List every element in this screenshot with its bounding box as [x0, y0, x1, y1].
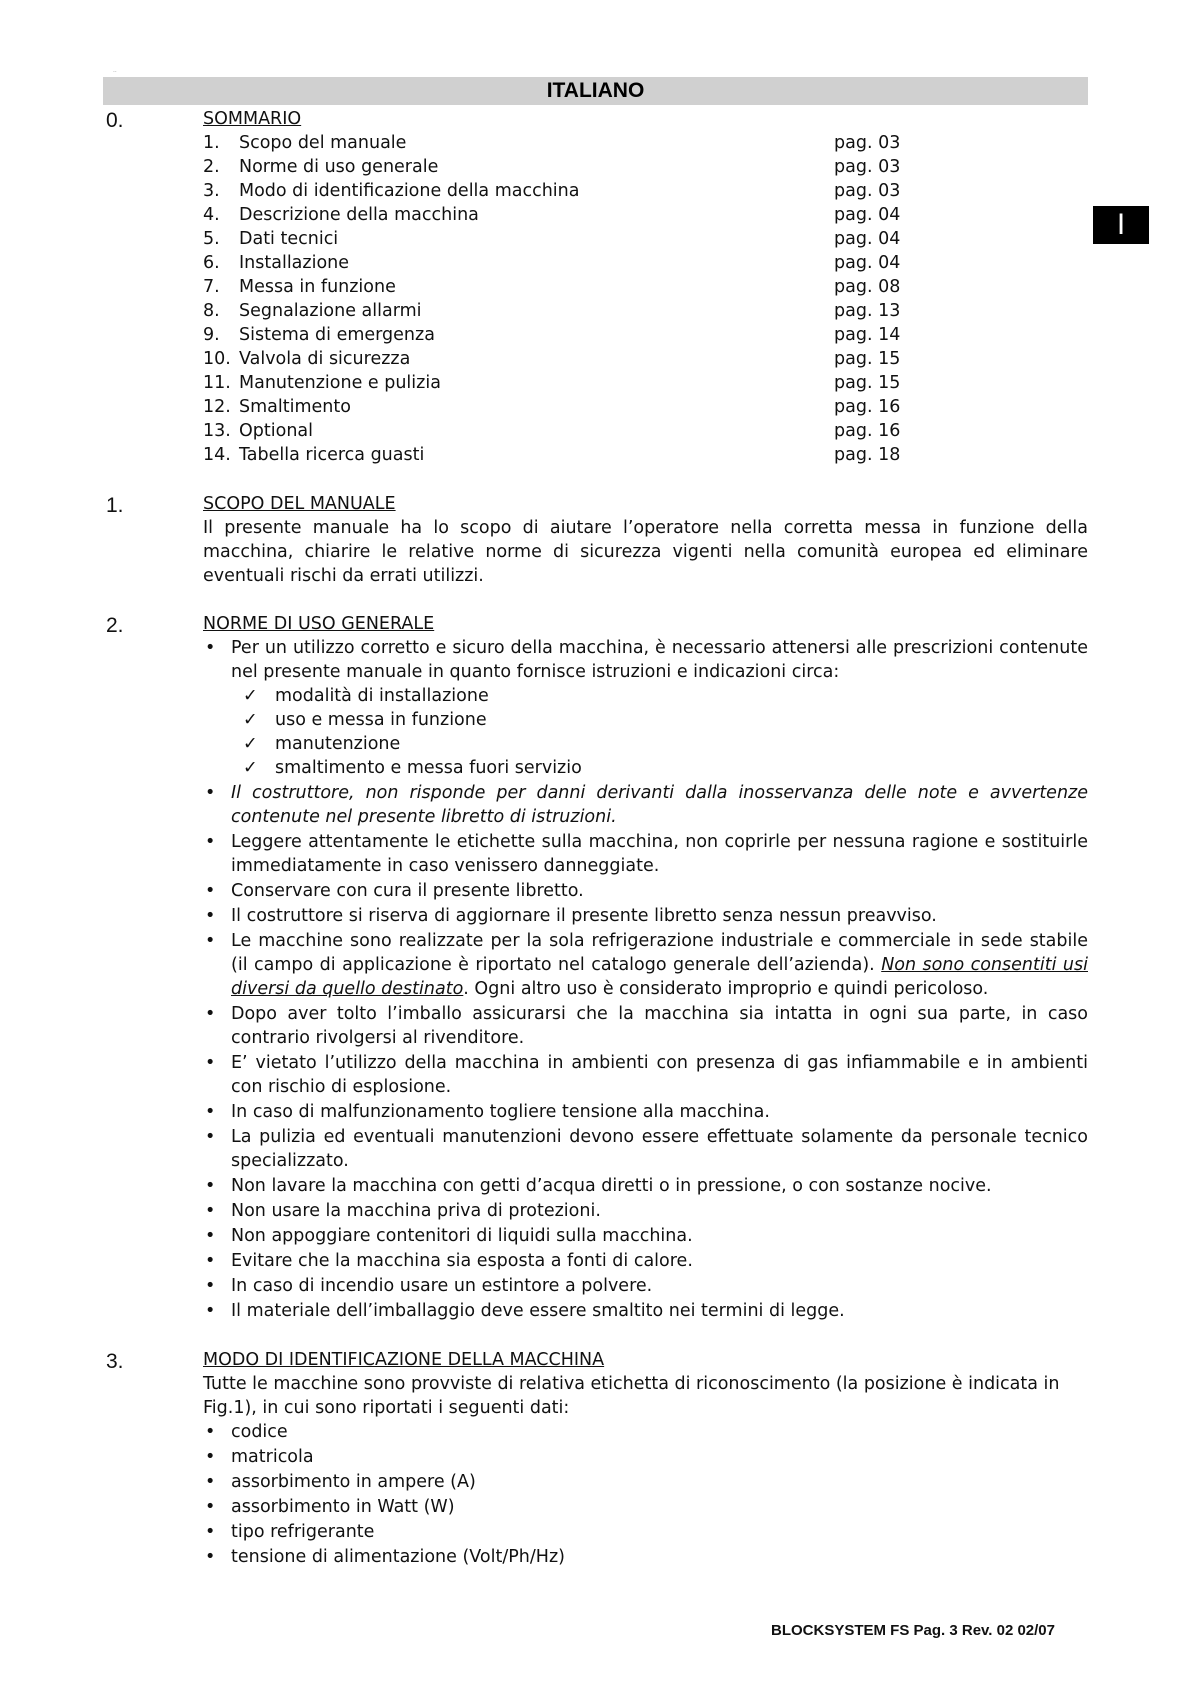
list-item	[203, 830, 1088, 878]
check-item: ✓ smaltimento e messa fuori servizio	[231, 756, 1088, 780]
language-tab	[1093, 206, 1149, 244]
toc-page: pag. 18	[834, 445, 901, 465]
toc-page: pag. 13	[834, 301, 901, 321]
list-item-text: matricola	[231, 1447, 314, 1467]
section-number: 3.	[106, 1350, 124, 1373]
toc-number: 14.	[203, 445, 231, 465]
toc-row[interactable]	[203, 155, 1088, 179]
list-item	[203, 1199, 1088, 1223]
language-tab-letter: I	[1116, 208, 1126, 241]
list-item	[203, 1445, 1088, 1469]
list-item	[203, 1224, 1088, 1248]
toc-number: 1.	[203, 133, 220, 153]
toc-row[interactable]	[203, 227, 1088, 251]
toc-number: 5.	[203, 229, 220, 249]
list-item	[203, 1274, 1088, 1298]
list-item-text: E’ vietato l’utilizzo della macchina in ambienti con presenza di gas infiammabile e in ambienti con rischio di esplosione.	[231, 1053, 1088, 1097]
tiny-mark: ··	[113, 69, 117, 76]
paragraph: Il presente manuale ha lo scopo di aiutare l’operatore nella corretta messa in funzione della macchina, chiarire le relative norme di sicurezza vigenti nella comunità europea ed eliminare eventuali rischi da errati utilizzi.	[203, 518, 1088, 586]
list-item	[203, 1002, 1088, 1050]
list-item	[203, 1495, 1088, 1519]
toc-page: pag. 04	[834, 205, 901, 225]
toc-page: pag. 03	[834, 181, 901, 201]
toc-page: pag. 03	[834, 157, 901, 177]
list-item-text: In caso di incendio usare un estintore a polvere.	[231, 1276, 653, 1296]
list-item	[203, 1520, 1088, 1544]
toc-number: 7.	[203, 277, 220, 297]
toc-label: Manutenzione e pulizia	[239, 373, 441, 393]
list-item-text: Il costruttore si riserva di aggiornare il presente libretto senza nessun preavviso.	[231, 906, 937, 926]
toc-label: Messa in funzione	[239, 277, 396, 297]
list-item	[203, 1249, 1088, 1273]
toc-number: 12.	[203, 397, 231, 417]
list-item-text: tensione di alimentazione (Volt/Ph/Hz)	[231, 1547, 565, 1567]
toc-page: pag. 08	[834, 277, 901, 297]
list-item-text: La pulizia ed eventuali manutenzioni devono essere effettuate solamente da personale tecnico specializzato.	[231, 1127, 1088, 1171]
toc-page: pag. 16	[834, 421, 901, 441]
list-item-text: Non lavare la macchina con getti d’acqua diretti o in pressione, o con sostanze nocive.	[231, 1176, 992, 1196]
list-item-text: Non appoggiare contenitori di liquidi sulla macchina.	[231, 1226, 693, 1246]
list-item	[203, 1051, 1088, 1099]
check-item: ✓ uso e messa in funzione	[231, 708, 1088, 732]
toc-number: 3.	[203, 181, 220, 201]
check-item: ✓ manutenzione	[231, 732, 1088, 756]
section-title: SCOPO DEL MANUALE	[203, 494, 396, 514]
list-item	[203, 879, 1088, 903]
list-item	[203, 1299, 1088, 1323]
section-title: MODO DI IDENTIFICAZIONE DELLA MACCHINA	[203, 1350, 605, 1370]
list-item-text: Non usare la macchina priva di protezioni.	[231, 1201, 601, 1221]
list-item-text: In caso di malfunzionamento togliere tensione alla macchina.	[231, 1102, 770, 1122]
list-item	[203, 781, 1088, 829]
list-item-text: Le macchine sono realizzate per la sola refrigerazione industriale e commerciale in sede stabile (il campo di applicazione è riportato nel catalogo generale dell’azienda).	[231, 931, 1088, 975]
section-body	[203, 636, 1088, 1324]
toc-number: 13.	[203, 421, 231, 441]
toc-number: 11.	[203, 373, 231, 393]
toc-label: Segnalazione allarmi	[239, 301, 422, 321]
label-data-list	[203, 1420, 1088, 1569]
toc-label: Norme di uso generale	[239, 157, 439, 177]
toc-label: Modo di identificazione della macchina	[239, 181, 580, 201]
toc-row[interactable]	[203, 203, 1088, 227]
list-item-text: Evitare che la macchina sia esposta a fonti di calore.	[231, 1251, 693, 1271]
list-item	[203, 1545, 1088, 1569]
toc-label: Valvola di sicurezza	[239, 349, 411, 369]
list-item	[203, 1174, 1088, 1198]
section-number: 1.	[106, 494, 124, 517]
toc-row[interactable]	[203, 395, 1088, 419]
toc-row[interactable]	[203, 179, 1088, 203]
toc-label: Scopo del manuale	[239, 133, 407, 153]
toc-label: Tabella ricerca guasti	[239, 445, 425, 465]
list-item	[203, 1100, 1088, 1124]
list-item-text: assorbimento in Watt (W)	[231, 1497, 455, 1517]
list-item-text: tipo refrigerante	[231, 1522, 375, 1542]
toc-row[interactable]	[203, 131, 1088, 155]
toc-row[interactable]	[203, 323, 1088, 347]
toc-number: 4.	[203, 205, 220, 225]
checklist	[231, 684, 1088, 780]
section-body	[203, 516, 1088, 588]
toc-page: pag. 16	[834, 397, 901, 417]
toc-page: pag. 15	[834, 349, 901, 369]
section-number: 0.	[106, 109, 124, 132]
toc-page: pag. 14	[834, 325, 901, 345]
list-item-text: Il costruttore, non risponde per danni derivanti dalla inosservanza delle note e avvertenze contenute nel presente libretto di istruzioni.	[231, 783, 1088, 827]
toc-row[interactable]	[203, 299, 1088, 323]
table-of-contents	[203, 131, 1088, 467]
toc-row[interactable]	[203, 347, 1088, 371]
toc-row[interactable]	[203, 419, 1088, 443]
list-item-text: assorbimento in ampere (A)	[231, 1472, 476, 1492]
toc-page: pag. 15	[834, 373, 901, 393]
toc-row[interactable]	[203, 443, 1088, 467]
toc-label: Smaltimento	[239, 397, 351, 417]
section-title: SOMMARIO	[203, 109, 302, 129]
list-item	[203, 929, 1088, 1001]
list-item-text: Per un utilizzo corretto e sicuro della macchina, è necessario attenersi alle prescrizioni contenute nel presente manuale in quanto fornisce istruzioni e indicazioni circa:	[231, 638, 1088, 682]
toc-row[interactable]	[203, 371, 1088, 395]
toc-label: Sistema di emergenza	[239, 325, 435, 345]
list-item-text: Conservare con cura il presente libretto.	[231, 881, 584, 901]
toc-number: 8.	[203, 301, 220, 321]
list-item-text: Leggere attentamente le etichette sulla macchina, non coprirle per nessuna ragione e sostituirle immediatamente in caso venissero danneggiate.	[231, 832, 1088, 876]
section-number: 2.	[106, 614, 124, 637]
list-item-text: Dopo aver tolto l’imballo assicurarsi che la macchina sia intatta in ogni sua parte, in caso contrario rivolgersi al rivenditore.	[231, 1004, 1088, 1048]
toc-number: 9.	[203, 325, 220, 345]
toc-page: pag. 03	[834, 133, 901, 153]
toc-number: 6.	[203, 253, 220, 273]
section-body	[203, 1372, 1088, 1570]
list-item	[203, 904, 1088, 928]
list-item-text: . Ogni altro uso è considerato improprio e quindi pericoloso.	[463, 979, 989, 999]
list-item	[203, 1125, 1088, 1173]
paragraph: Tutte le macchine sono provviste di relativa etichetta di riconoscimento (la posizione è indicata in Fig.1), in cui sono riportati i seguenti dati:	[203, 1374, 1060, 1418]
toc-label: Dati tecnici	[239, 229, 339, 249]
toc-row[interactable]	[203, 251, 1088, 275]
toc-page: pag. 04	[834, 253, 901, 273]
list-item-text: Il materiale dell’imballaggio deve essere smaltito nei termini di legge.	[231, 1301, 845, 1321]
list-item	[203, 1470, 1088, 1494]
toc-number: 10.	[203, 349, 231, 369]
page-footer: BLOCKSYSTEM FS Pag. 3 Rev. 02 02/07	[771, 1622, 1055, 1639]
toc-row[interactable]	[203, 275, 1088, 299]
toc-label: Optional	[239, 421, 313, 441]
toc-label: Descrizione della macchina	[239, 205, 479, 225]
toc-page: pag. 04	[834, 229, 901, 249]
toc-label: Installazione	[239, 253, 350, 273]
list-item	[203, 636, 1088, 780]
emphasis-text: Non sono consentiti usi diversi da quello destinato	[231, 955, 1088, 999]
language-heading: ITALIANO	[546, 79, 645, 102]
check-item: ✓ modalità di installazione	[231, 684, 1088, 708]
rules-list	[203, 636, 1088, 1323]
toc-number: 2.	[203, 157, 220, 177]
section-title: NORME DI USO GENERALE	[203, 614, 435, 634]
list-item-text: codice	[231, 1422, 288, 1442]
list-item	[203, 1420, 1088, 1444]
page-header-bar	[103, 77, 1088, 105]
